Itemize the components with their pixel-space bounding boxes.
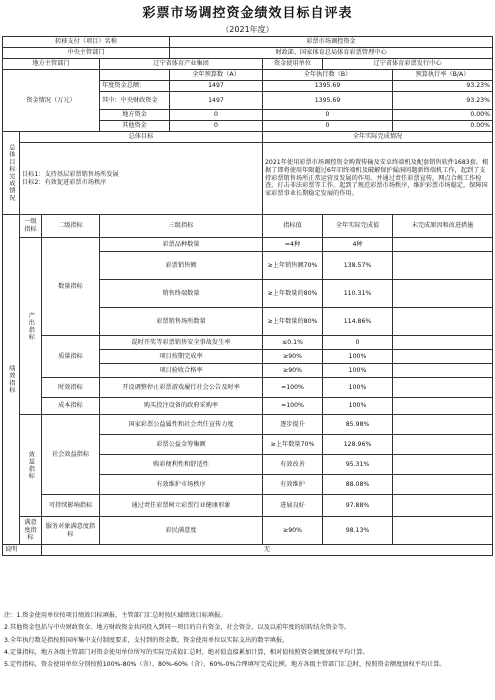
indicator-name: 彩票公益金筹集额	[100, 435, 263, 455]
indicator-value: 进展良好	[263, 495, 323, 517]
indicator-reason	[393, 350, 493, 364]
indicator-value: ≤0.1%	[263, 336, 323, 350]
funds-row-budget: 0	[170, 121, 263, 132]
funds-row-label: 年度资金总额：	[100, 81, 170, 92]
indicator-reason	[393, 252, 493, 280]
indicator-actual: 98.13%	[323, 517, 393, 545]
indicator-name: 购买投注设备的政府采购率	[100, 398, 263, 415]
indicator-reason	[393, 415, 493, 435]
indicator-value: ≥上年数量70%	[263, 435, 323, 455]
remark-label: 说明	[3, 545, 42, 556]
indicator-row	[3, 415, 493, 435]
indicator-actual: 100%	[323, 398, 393, 415]
indicator-reason	[393, 364, 493, 378]
funds-row-budget: 1497	[170, 92, 263, 110]
goals-target-text: 目标1：支持基层彩票销售场所发展 目标2：有效促进彩票市场秩序	[20, 143, 263, 215]
funds-row-exec: 0	[263, 110, 393, 121]
indicator-name: 销售终端数量	[100, 280, 263, 308]
indicator-name: 国家彩票公益属性和社会责任宣传力度	[100, 415, 263, 435]
indicator-reason	[393, 280, 493, 308]
project-label: 转移支付（项目）名称	[3, 37, 170, 48]
indicator-name: 项目验收合格率	[100, 364, 263, 378]
indicator-actual: 110.31%	[323, 280, 393, 308]
indicator-name: 购彩便利性和舒适性	[100, 455, 263, 475]
funds-section-label: 资金情况（万元）	[3, 70, 100, 132]
project-value: 彩票市场调控资金	[170, 37, 493, 48]
indicator-reason	[393, 455, 493, 475]
indicator-row	[3, 517, 493, 545]
funds-header-blank	[100, 70, 170, 81]
local-dept-value: 辽宁省体育产业集团	[100, 59, 263, 70]
central-dept-value: 财政部、国家体育总局体育彩票管理中心	[170, 48, 493, 59]
indicator-reason	[393, 336, 493, 350]
indicator-value: =100%	[263, 378, 323, 398]
indicator-row	[3, 398, 493, 415]
indicator-actual: 100%	[323, 378, 393, 398]
goals-header-row	[3, 132, 493, 143]
indicator-actual: 138.57%	[323, 252, 393, 280]
funds-row-exec: 1395.69	[263, 81, 393, 92]
indicators-col-value: 指标值	[263, 215, 323, 238]
goals-actual-text: 2021年使用彩票市场调控资金购置传输及安卓终端机及配套销售软件1683套，根据了即将使用年限超过6年旧终端机及破解保护漏洞问题新终端机工作，起到了支持彩票销售场所正常运营及发展的作用。并通过责任彩票宣传，网点合规工作检查，打击非法彩票等工作，起到了规范彩票市场秩序，维护彩票市场稳定，保障国家彩票事业长期稳定发展的作用。	[263, 143, 493, 215]
funds-row-exec: 1395.69	[263, 92, 393, 110]
indicator-row	[3, 238, 493, 252]
indicator-name: 彩票销售场所数量	[100, 308, 263, 336]
footnote: 2.其他资金包括与中央财政资金、地方财政资金共同投入到同一项目的自有资金、社会资金，以及以前年度的结转结余资金等。	[4, 624, 351, 632]
indicator-actual: 95.31%	[323, 455, 393, 475]
indicators-col-l3: 三级指标	[100, 215, 263, 238]
group-sustain: 可持续影响指标	[42, 495, 100, 517]
indicator-actual: 100%	[323, 364, 393, 378]
group-quality: 质量指标	[42, 336, 100, 378]
indicator-reason	[393, 398, 493, 415]
indicators-col-reason: 未完成原因和改进措施	[393, 215, 493, 238]
footnote: 5.定性指标，资金使用单位分别按照100%-80%（含）、80%-60%（含）、60%-0%合理填写完成比例。地方各级主管部门汇总时，按照资金额度加权平均计算。	[4, 661, 446, 669]
satisfaction-indicator-label: 满意度指标	[20, 517, 42, 545]
group-cost: 成本指标	[42, 398, 100, 415]
output-indicator-label: 产出指标	[20, 238, 42, 415]
indicator-value: 逐步提升	[263, 415, 323, 435]
indicator-name: 彩票销售额	[100, 252, 263, 280]
goals-content-row	[3, 143, 493, 215]
local-dept-label: 地方主管部门	[3, 59, 100, 70]
indicator-reason	[393, 475, 493, 495]
funds-col-budget: 全年预算数（A）	[170, 70, 263, 81]
indicators-col-actual: 全年实际完成值	[323, 215, 393, 238]
indicator-name: 彩票品种数量	[100, 238, 263, 252]
row-local-dept	[3, 59, 493, 70]
indicator-value: =100%	[263, 398, 323, 415]
indicator-value: 有效维护	[263, 475, 323, 495]
indicator-reason	[393, 308, 493, 336]
indicator-value: =4种	[263, 238, 323, 252]
indicator-name: 通过责任彩票树立彩票行业健康形象	[100, 495, 263, 517]
page-title: 彩票市场调控资金绩效目标自评表	[142, 6, 353, 21]
indicator-actual: 128.96%	[323, 435, 393, 455]
remark-row	[3, 545, 493, 556]
indicator-reason	[393, 495, 493, 517]
row-central-dept	[3, 48, 493, 59]
funds-row-rate: 0.00%	[393, 121, 493, 132]
footnotes	[4, 612, 492, 674]
indicator-reason	[393, 435, 493, 455]
indicator-actual: 100%	[323, 350, 393, 364]
goals-col-actual: 全年实际完成情况	[263, 132, 493, 143]
indicator-name: 开设调整停止彩票游戏履行社会公告及时率	[100, 378, 263, 398]
funds-row-label: 其他资金	[100, 121, 170, 132]
indicator-actual: 4种	[323, 238, 393, 252]
indicator-name: 有效维护市场秩序	[100, 475, 263, 495]
indicator-value: ≥上年数量的80%	[263, 308, 323, 336]
indicator-actual: 114.86%	[323, 308, 393, 336]
funds-row-label: 其中：中央财政资金	[100, 92, 170, 110]
indicator-value: ≥上年数量的80%	[263, 280, 323, 308]
indicators-header-row	[3, 215, 493, 238]
indicator-row	[3, 336, 493, 350]
indicator-actual: 88.08%	[323, 475, 393, 495]
evaluation-table	[2, 36, 493, 556]
group-timeliness: 时效指标	[42, 378, 100, 398]
footnote: 3.全年执行数是指按照国库集中支付制度要求，支付到的资金数，资金使用单位以实际支出的数字填报。	[4, 636, 289, 644]
indicator-value: 有效改善	[263, 455, 323, 475]
funds-row-budget: 1497	[170, 81, 263, 92]
effect-indicator-label: 效益指标	[20, 415, 42, 517]
group-quantity: 数量指标	[42, 238, 100, 336]
funds-col-rate: 预算执行率（B/A）	[393, 70, 493, 81]
indicators-col-l1: 一级指标	[20, 215, 42, 238]
group-service: 服务对象满意度指标	[42, 517, 100, 545]
indicator-reason	[393, 378, 493, 398]
funds-header-row	[3, 70, 493, 81]
indicator-reason	[393, 517, 493, 545]
funds-row-label: 地方资金	[100, 110, 170, 121]
indicator-name: 彩民满意度	[100, 517, 263, 545]
year-label: （2021年度）	[221, 25, 274, 34]
indicator-actual: 97.88%	[323, 495, 393, 517]
funds-row-rate: 93.23%	[393, 81, 493, 92]
indicator-reason	[393, 238, 493, 252]
indicator-value: ≥90%	[263, 350, 323, 364]
goals-col-target: 总体目标	[20, 132, 263, 143]
indicator-row	[3, 495, 493, 517]
remark-value: 无	[42, 545, 493, 556]
footnote: 注：1.资金使用单位按项目绩效目标填报，主管部门汇总时按区域绩效目标填报。	[4, 612, 227, 619]
indicators-section-label: 绩效指标	[3, 215, 20, 545]
user-unit-label: 资金使用单位	[263, 59, 323, 70]
indicator-value: ≥上年销售额70%	[263, 252, 323, 280]
funds-row-budget: 0	[170, 110, 263, 121]
group-social: 社会效益指标	[42, 415, 100, 495]
user-unit-value: 辽宁省体育彩票发行中心	[323, 59, 493, 70]
funds-col-exec: 全年执行数（B）	[263, 70, 393, 81]
row-project	[3, 37, 493, 48]
indicator-row	[3, 378, 493, 398]
goals-section-label: 总体目标完成情况	[3, 132, 20, 215]
footnote: 4.定量指标，地方各级主管部门对资金使用单位所写的实际完成值汇总时，绝对值直接累加计算，相对值按照资金额度加权平均计算。	[4, 649, 369, 657]
indicator-actual: 0	[323, 336, 393, 350]
indicator-name: 混时开奖等彩票销售安全事故发生率	[100, 336, 263, 350]
indicator-name: 项目按期完成率	[100, 350, 263, 364]
funds-row-rate: 0.00%	[393, 110, 493, 121]
indicator-actual: 85.98%	[323, 415, 393, 435]
indicators-col-l2: 二级指标	[42, 215, 100, 238]
funds-row-exec: 0	[263, 121, 393, 132]
central-dept-label: 中央主管部门	[3, 48, 170, 59]
funds-row-rate: 93.23%	[393, 92, 493, 110]
indicator-value: ≥90%	[263, 517, 323, 545]
indicator-value: ≥90%	[263, 364, 323, 378]
